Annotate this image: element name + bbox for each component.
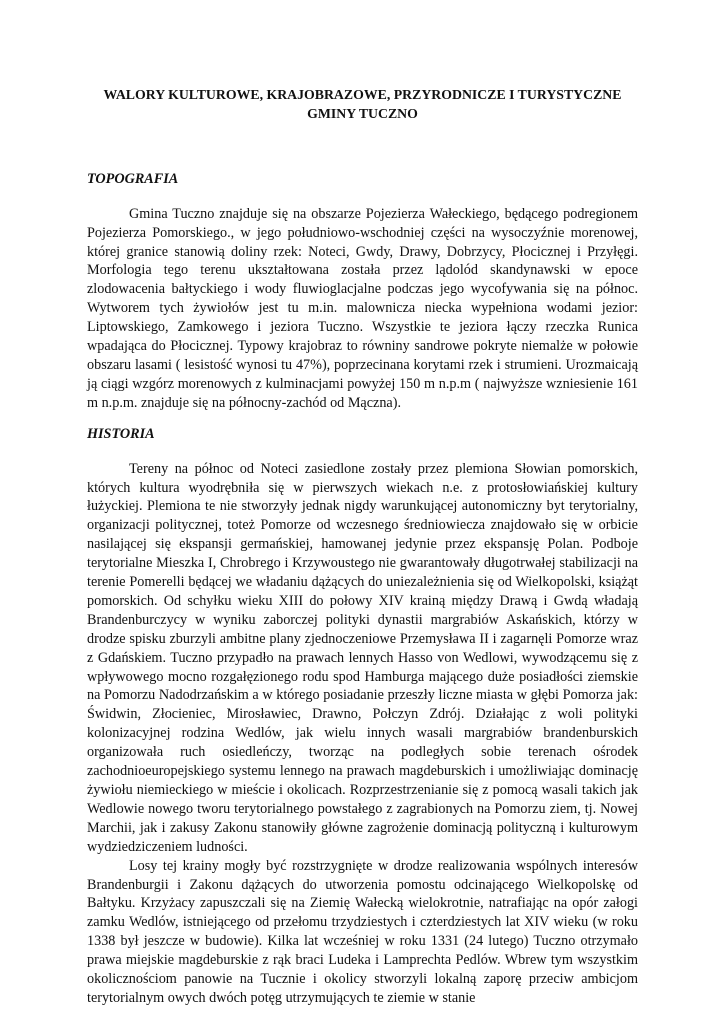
document-content [87, 86, 638, 1008]
paragraph-historia-2: Losy tej krainy mogły być rozstrzygnięte w drodze realizowania wspólnych interesów Brandenburgii i Zakonu dążących do utworzenia pomostu odcinającego Wielkopolskę od Bałtyku. Krzyżacy zapuszczali się na Ziemię Wałecką wielokrotnie, natrafiając na opór załogi zamku Wedlów, istniejącego od przełomu trzydziestych i czterdziestych lat XIV wieku (w roku 1338 był jeszcze w budowie). Kilka lat wcześniej w roku 1331 (24 lutego) Tuczno otrzymało prawa miejskie magdeburskie z rąk braci Ludeka i Lamprechta Pedlów. Wbrew tym wszystkim okolicznościom panowie na Tucznie i okolicy stworzyli lokalną zaporę przeciw ambicjom terytorialnym owych dwóch potęg utrzymujących te ziemie w stanie [87, 857, 638, 1006]
document-title: WALORY KULTUROWE, KRAJOBRAZOWE, PRZYRODNICZE I TURYSTYCZNE GMINY TUCZNO [103, 87, 622, 121]
paragraph-topografia: Gmina Tuczno znajduje się na obszarze Pojezierza Wałeckiego, będącego podregionem Pojezierza Pomorskiego., w jego południowo-wschodniej części na wysoczyźnie morenowej, której granice stanowią doliny rzek: Noteci, Gwdy, Drawy, Dobrzycy, Płocicznej i Przyłęgi. Morfologia tego terenu ukształtowana została przez lądolód skandynawski w epoce zlodowacenia bałtyckiego i wody fluwioglacjalne podczas jego wycofywania się na północ. Wytworem tych żywiołów jest tu m.in. malownicza niecka wypełniona wodami jezior: Liptowskiego, Zamkowego i jeziora Tuczno. Wszystkie te jeziora łączy rzeczka Runica wpadająca do Płocicznej. Typowy krajobraz to równiny sandrowe pokryte niemalże w połowie obszaru lasami ( lesistość wynosi tu 47%), poprzecinana korytami rzek i strumieni. Urozmaicają ją ciągi wzgórz morenowych z kulminacjami powyżej 150 m n.p.m ( najwyższe wzniesienie 161 m n.p.m. znajduje się na północny-zachód od Mączna). [87, 205, 638, 411]
section-heading-topografia: TOPOGRAFIA [87, 170, 179, 187]
paragraph-historia-1: Tereny na północ od Noteci zasiedlone zostały przez plemiona Słowian pomorskich, których kultura wyodrębniła się w pierwszych wiekach n.e. z protosłowiańskiej kultury łużyckiej. Plemiona te nie stworzyły jednak nigdy warunkującej autonomiczny byt terytorialny, organizacji politycznej, toteż Pomorze od wczesnego średniowiecza znajdowało się w orbicie nasilającej się ekspansji germańskiej, hamowanej jedynie przez ekspansję Polan. Podboje terytorialne Mieszka I, Chrobrego i Krzywoustego nie gwarantowały długotrwałej stabilizacji na terenie Pomerelli będącej we władaniu dążących do uniezależnienia się od Wielkopolski, książąt pomorskich. Od schyłku wieku XIII do połowy XIV krainą między Drawą i Gwdą władają Brandenburczycy w wyniku zaborczej polityki dynastii margrabiów Askańskich, którzy w drodze spisku zburzyli ambitne plany zjednoczeniowe Przemysława II i zagarnęli Pomorze wraz z Gdańskiem. Tuczno przypadło na prawach lennych Hasso von Wedlowi, wywodzącemu się z wpływowego mocno rozgałęzionego rodu spod Hamburga mającego duże posiadłości ziemskie na Pomorzu Nadodrzańskim a w którego posiadanie przeszły liczne miasta w głębi Pomorza jak: Świdwin, Złocieniec, Mirosławiec, Drawno, Połczyn Zdrój. Działając z woli polityki kolonizacyjnej rodzina Wedlów, jak wielu innych wasali margrabiów brandenburskich organizowała ruch osiedleńczy, tworząc na podległych sobie terenach ośrodek zachodnioeuropejskiego systemu lennego na prawach magdeburskich i umożliwiając dominację żywiołu niemieckiego w mieście i okolicach. Rozprzestrzenianie się z pomocą wasali takich jak Wedlowie nowego tworu terytorialnego powstałego z zagrabionych na Pomorzu ziem, tj. Nowej Marchii, jak i zakusy Zakonu stanowiły główne zagrożenie dominacją polityczną i kulturowym wydziedziczeniem ludności. [87, 460, 638, 855]
section-heading-historia: HISTORIA [87, 425, 155, 442]
